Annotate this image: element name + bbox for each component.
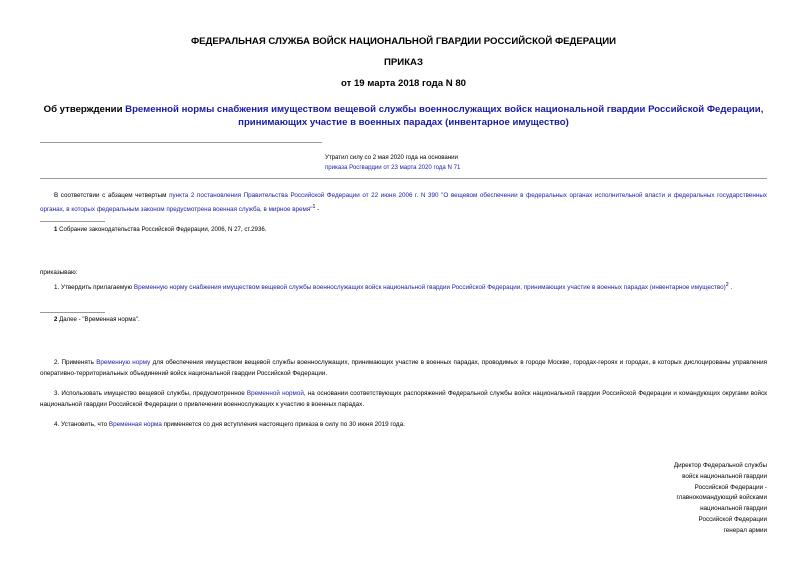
title-prefix: Об утверждении bbox=[43, 104, 126, 115]
signature-line: войск национальной гвардии bbox=[682, 472, 767, 480]
signature-line: генерал армии bbox=[723, 526, 767, 534]
item-4-tail: применяется со дня вступления настоящего приказа в силу по 30 июня 2019 года. bbox=[161, 421, 405, 428]
preamble-paragraph bbox=[40, 191, 767, 215]
item-4-lead: 4. Установить, что bbox=[54, 421, 109, 428]
status-divider-bottom bbox=[40, 178, 767, 179]
status-repeal-link[interactable]: приказа Росгвардии от 23 марта 2020 года N 71 bbox=[325, 163, 461, 171]
item-3-link[interactable]: Временной нормой bbox=[246, 390, 304, 397]
footnote-2-text: Далее - "Временная норма". bbox=[59, 316, 140, 323]
footnote-ref-1[interactable]: 1 bbox=[312, 203, 316, 210]
item-1-tail: . bbox=[728, 284, 733, 292]
preamble-lead: В соответствии с абзацем четвертым bbox=[54, 192, 170, 199]
item-2-tail: для обеспечения имуществом вещевой службы военнослужащих, принимающих участие в военных парадах, проводимых в городе Москве, городах-героях и городах, в которых дислоцированы управления оперативно-территориальных объединений войск национальной гвардии Российской Федерации. bbox=[40, 359, 767, 377]
item-1-link[interactable]: Временную норму снабжения имуществом вещевой службы военнослужащих войск национальной гвардии Российской Федерации, принимающих участие в военных парадах (инвентарное имущество) bbox=[133, 284, 726, 292]
document-title bbox=[40, 104, 767, 129]
signature-block bbox=[607, 461, 767, 537]
item-4-paragraph bbox=[40, 420, 767, 431]
status-divider-top bbox=[40, 142, 322, 143]
item-3-paragraph bbox=[40, 389, 767, 410]
item-3-lead: 3. Использовать имущество вещевой службы, предусмотренное bbox=[54, 390, 247, 397]
item-4-link[interactable]: Временная норма bbox=[108, 421, 162, 428]
footnote-2-marker: 2 bbox=[54, 316, 58, 323]
order-word: приказываю: bbox=[40, 269, 78, 276]
footnote-ref-2[interactable]: 2 bbox=[725, 282, 729, 288]
footnote-1 bbox=[54, 226, 754, 233]
item-1-paragraph bbox=[40, 280, 767, 294]
item-2-lead: 2. Применять bbox=[54, 359, 97, 366]
footnote-1-marker: 1 bbox=[54, 226, 58, 233]
footnote-divider-2 bbox=[40, 312, 105, 313]
footnote-1-text: Собрание законодательства Российской Федерации, 2006, N 27, ст.2936. bbox=[59, 226, 267, 233]
preamble-link[interactable]: пункта 2 постановления Правительства Российской Федерации от 22 июня 2006 г. N 390 "О вещевом обеспечении в федеральных органах исполнительной власти и федеральных государственных органах, в которых федеральным законом предусмотрена военная служба, в мирное время" bbox=[40, 192, 767, 213]
status-note bbox=[325, 153, 745, 172]
item-2-link[interactable]: Временную норму bbox=[96, 359, 151, 366]
item-2-paragraph bbox=[40, 358, 767, 379]
signature-line: национальной гвардии bbox=[700, 505, 767, 513]
preamble-tail: - bbox=[315, 205, 320, 213]
title-link[interactable]: Временной нормы снабжения имуществом вещевой службы военнослужащих войск национальной гвардии Российской Федерации, принимающих участие в военных парадах (инвентарное имущество) bbox=[125, 104, 764, 128]
doc-date-number: от 19 марта 2018 года N 80 bbox=[340, 78, 467, 89]
signature-line: Российской Федерации bbox=[698, 515, 767, 523]
footnote-2 bbox=[54, 316, 754, 323]
signature-line: главнокомандующий войсками bbox=[676, 494, 767, 502]
footnote-divider-1 bbox=[40, 221, 105, 222]
item-1-lead: 1. Утвердить прилагаемую bbox=[54, 284, 134, 292]
doc-type-heading: ПРИКАЗ bbox=[384, 57, 423, 68]
agency-heading: ФЕДЕРАЛЬНАЯ СЛУЖБА ВОЙСК НАЦИОНАЛЬНОЙ ГВАРДИИ РОССИЙСКОЙ ФЕДЕРАЦИИ bbox=[190, 36, 617, 47]
item-3-tail: , на основании соответствующих распоряжений Федеральной службы войск национальной гвардии Российской Федерации и командующих округами войск национальной гвардии Российской Федерации о привлечении военнослужащих к участию в военных парадах. bbox=[40, 390, 767, 408]
signature-line: Российской Федерации - bbox=[694, 483, 767, 491]
status-line: Утратил силу со 2 мая 2020 года на основании bbox=[325, 154, 458, 161]
signature-line: Директор Федеральной службы bbox=[673, 462, 767, 469]
